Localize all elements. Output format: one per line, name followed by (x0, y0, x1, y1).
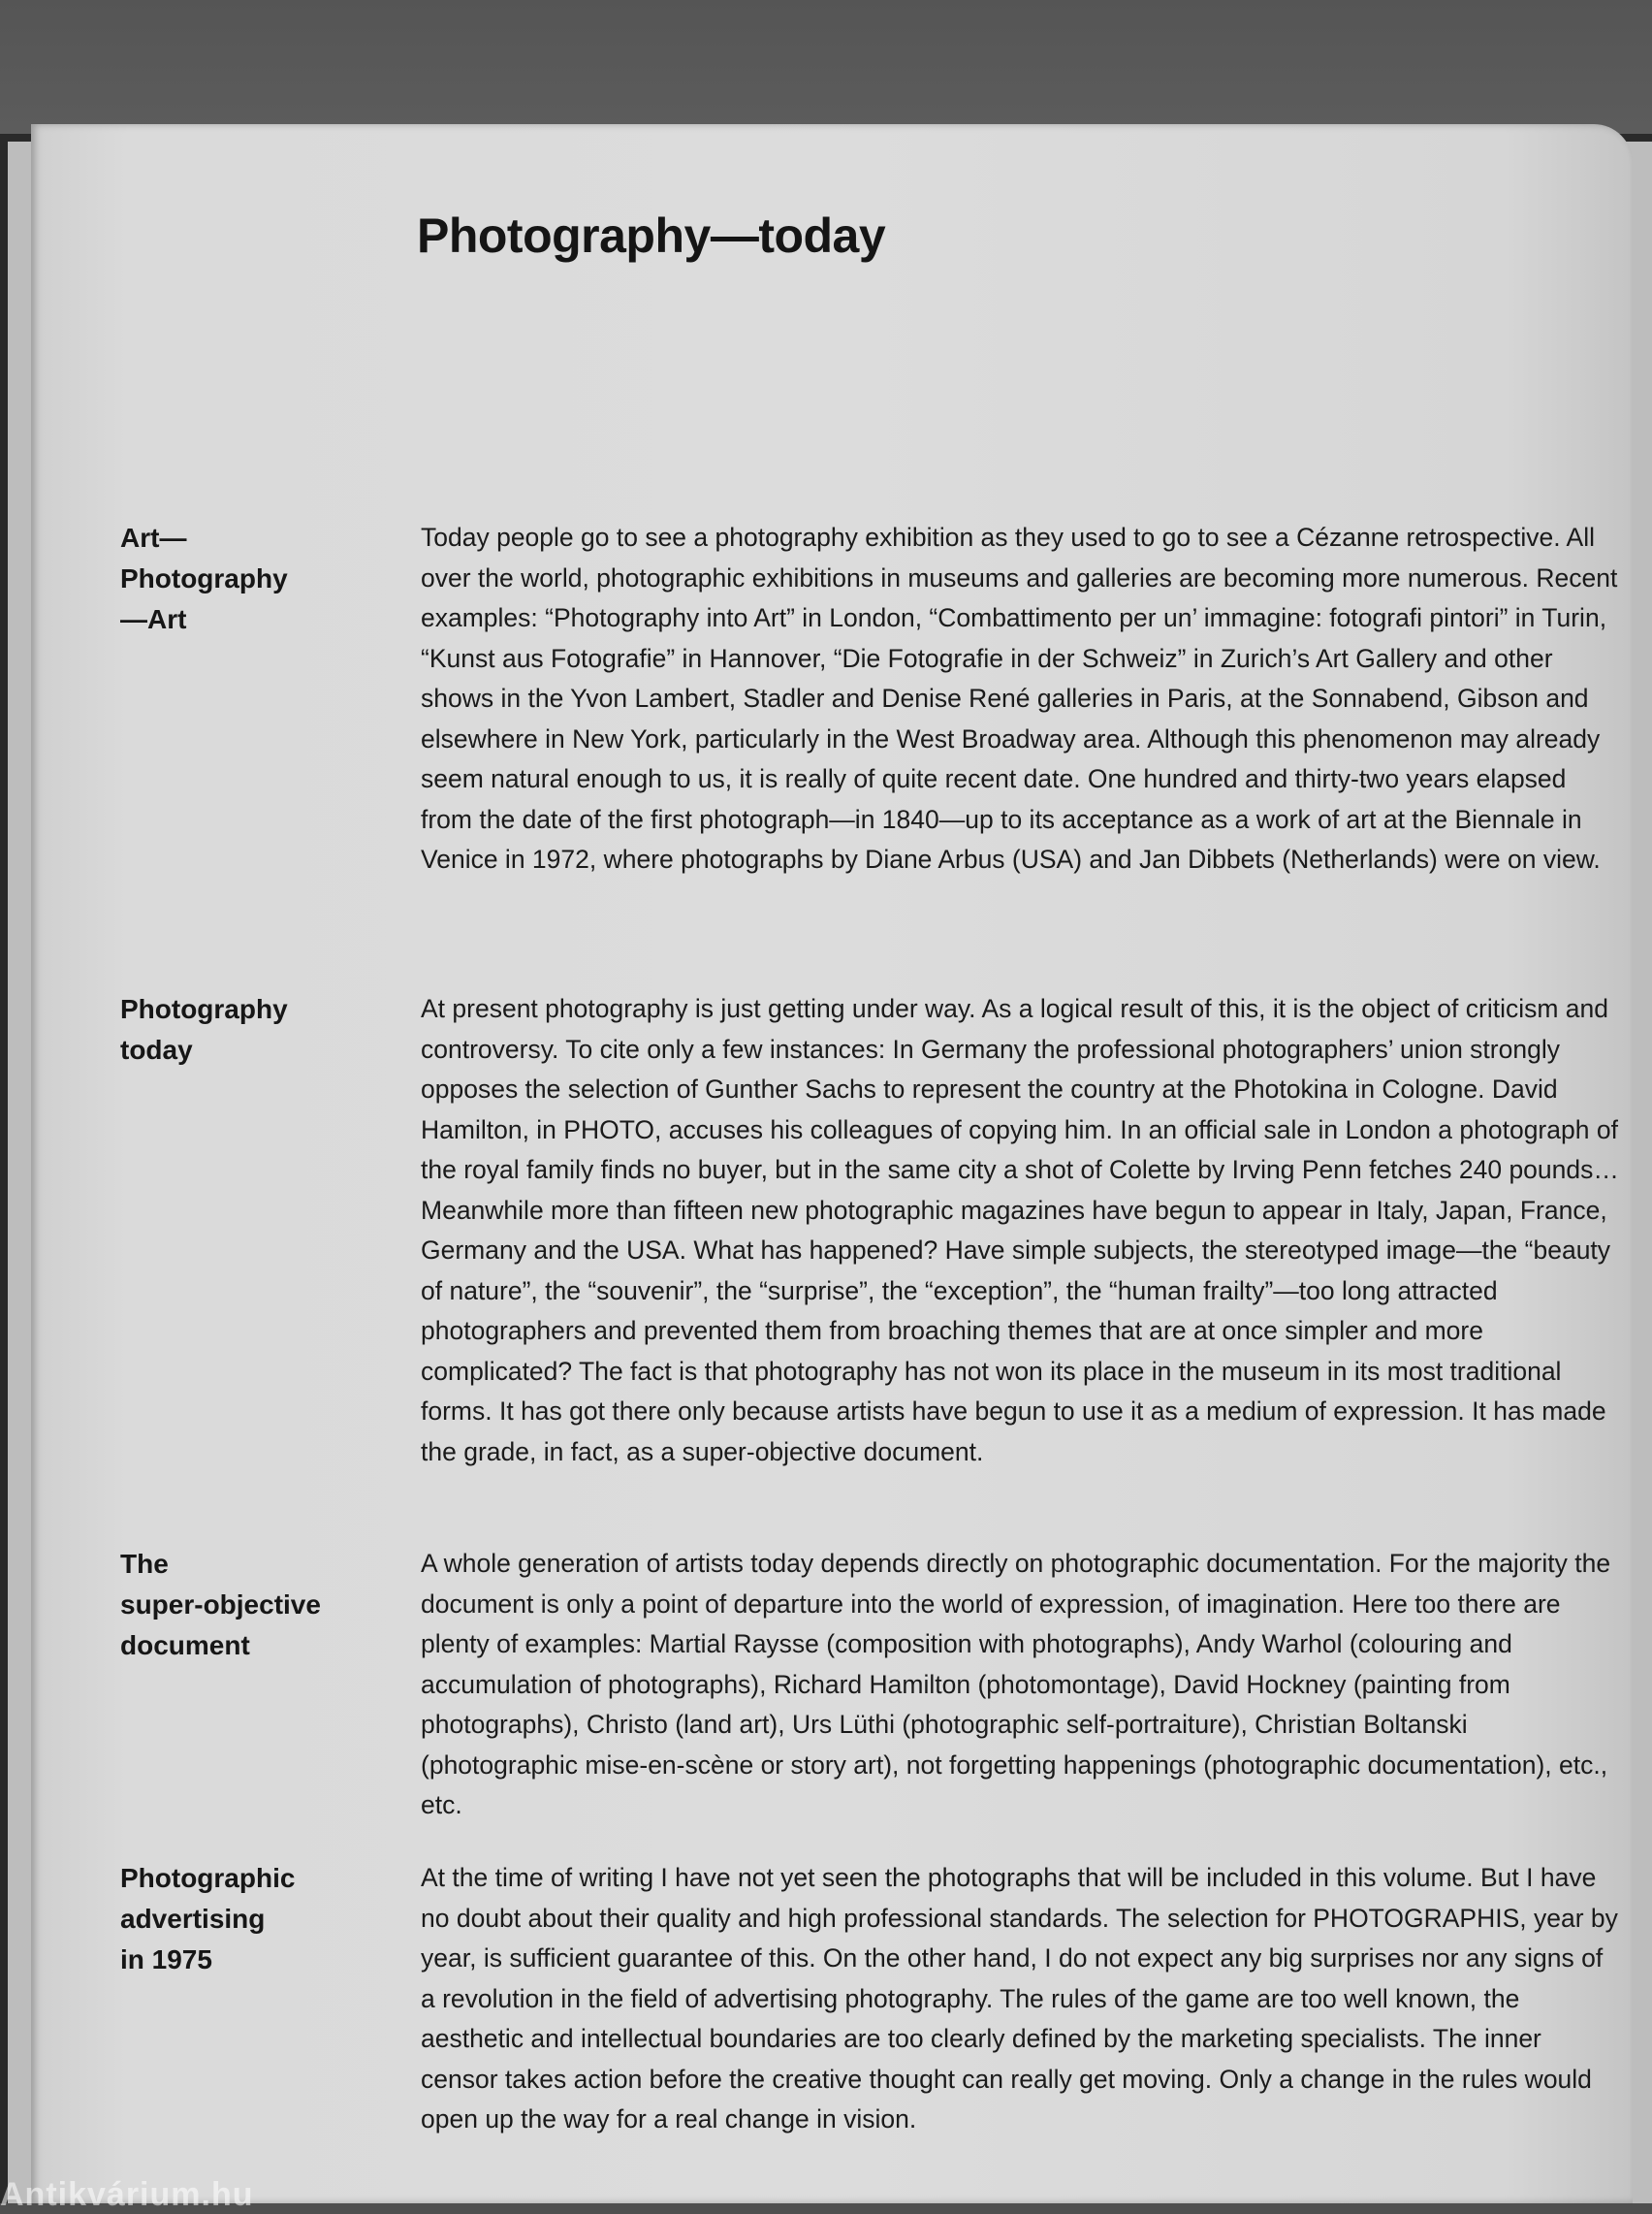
section-heading: The super-objective document (120, 1549, 321, 1660)
section-body: Today people go to see a photography exhibition as they used to go to see a Cézanne retrospective. All over the world, photographic exhibitions in museums and galleries are becoming more numerous. Recent examples: “Photography into Art” in London, “Combattimento per un’ immagine: fotografi pintori” in Turin, “Kunst aus Fotografie” in Hannover, “Die Fotografie in der Schweiz” in Zurich’s Art Gallery and other shows in the Yvon Lambert, Stadler and Denise René galleries in Paris, at the Sonnabend, Gibson and elsewhere in New York, particularly in the West Broadway area. Although this phenomenon may already seem natural enough to us, it is really of quite recent date. One hundred and thirty-two years elapsed from the date of the first photograph—in 1840—up to its acceptance as a work of art at the Biennale in Venice in 1972, where photographs by Diane Arbus (USA) and Jan Dibbets (Netherlands) were on view. (421, 523, 1618, 874)
section-body: At present photography is just getting under way. As a logical result of this, it is the object of criticism and controversy. To cite only a few instances: In Germany the professional photographers’ union strongly opposes the selection of Gunther Sachs to represent the country at the Photokina in Cologne. David Hamilton, in PHOTO, accuses his colleagues of copying him. In an official sale in London a photograph of the royal family finds no buyer, but in the same city a shot of Colette by Irving Penn fetches 240 pounds… Meanwhile more than fifteen new photographic magazines have begun to appear in Italy, Japan, France, Germany and the USA. What has happened? Have simple subjects, the stereotyped image—the “beauty of nature”, the “souvenir”, the “surprise”, the “exception”, the “human frailty”—too long attracted photographers and prevented them from broaching themes that are at once simpler and more complicated? The fact is that photography has not won its place in the museum in its most traditional forms. It has got there only because artists have begun to use it as a medium of expression. It has made the grade, in fact, as a super-objective document. (421, 994, 1619, 1466)
section-body: A whole generation of artists today depends directly on photographic documentation. For the majority the document is only a point of departure into the world of expression, of imagination. Here too there are plenty of examples: Martial Raysse (composition with photographs), Andy Warhol (colouring and accumulation of photographs), Richard Hamilton (photomontage), David Hockney (painting from photographs), Christo (land art), Urs Lüthi (photographic self-portraiture), Christian Boltanski (photographic mise-en-scène or story art), not forgetting happenings (photographic documentation), etc., etc. (421, 1549, 1611, 1819)
section-heading: Photographic advertising in 1975 (120, 1863, 296, 1974)
section-heading: Art— Photography —Art (120, 523, 288, 634)
section-heading: Photography today (120, 994, 288, 1065)
page-title: Photography—today (417, 209, 886, 263)
section-body: At the time of writing I have not yet seen the photographs that will be included in this volume. But I have no doubt about their quality and high professional standards. The selection for PHOTOGRAPHIS, year by year, is sufficient guarantee of this. On the other hand, I do not expect any big surprises nor any signs of a revolution in the field of advertising photography. The rules of the game are too well known, the aesthetic and intellectual boundaries are too clearly defined by the marketing specialists. The inner censor takes action before the creative thought can really get moving. Only a change in the rules would open up the way for a real change in vision. (421, 1863, 1618, 2134)
watermark: Antikvárium.hu (0, 2176, 254, 2213)
